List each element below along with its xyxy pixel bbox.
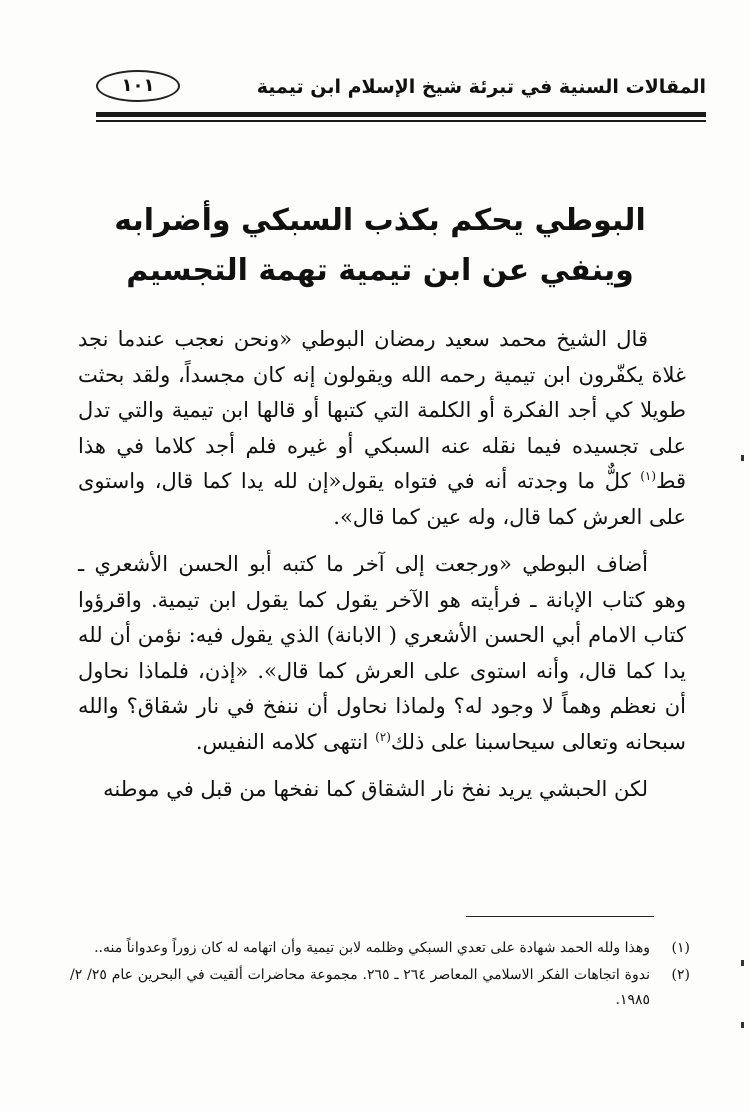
footnote-separator bbox=[466, 916, 654, 917]
footnote-2-number: (٢) bbox=[671, 967, 690, 983]
footnotes bbox=[70, 936, 690, 1015]
footnote-ref-1: (١) bbox=[640, 469, 657, 483]
paragraph-1 bbox=[78, 322, 686, 535]
paragraph-2 bbox=[78, 547, 686, 760]
footnote-2 bbox=[70, 963, 690, 1013]
footnote-1-text: وهذا ولله الحمد شهادة على تعدي السبكي وظلمه لابن تيمية وأن اتهامه له كان زوراً وعدواناً منه.. bbox=[94, 940, 650, 956]
scan-edge-mark bbox=[741, 960, 744, 966]
paragraph-2-part-b: انتهى كلامه النفيس. bbox=[195, 729, 376, 754]
scan-edge-mark bbox=[741, 1022, 744, 1028]
page-number: ١٠١ bbox=[96, 70, 180, 102]
scan-edge-mark bbox=[741, 455, 744, 461]
section-heading bbox=[80, 196, 680, 296]
body-text bbox=[78, 322, 686, 808]
header-rule-thin bbox=[96, 120, 706, 122]
paragraph-2-part-a: أضاف البوطي «ورجعت إلى آخر ما كتبه أبو الحسن الأشعري ـ وهو كتاب الإبانة ـ فرأيته هو الآخر يقول كما يقول ابن تيمية. واقرؤوا كتاب الامام أبي الحسن الأشعري ( الابانة) الذي يقول فيه: نؤمن أن لله يدا كما قال، وأنه استوى على العرش كما قال». «إذن، فلماذا نحاول أن نعظم وهماً لا وجود له؟ ولماذا نحاول أن ننفخ في نار شقاق؟ والله سبحانه وتعالى سيحاسبنا على ذلك bbox=[78, 552, 686, 754]
heading-line-1: البوطي يحكم بكذب السبكي وأضرابه bbox=[114, 203, 646, 238]
running-title: المقالات السنية في تبرئة شيخ الإسلام ابن تيمية bbox=[256, 76, 706, 98]
header-rule-thick bbox=[96, 112, 706, 117]
heading-line-2: وينفي عن ابن تيمية تهمة التجسيم bbox=[126, 253, 634, 288]
footnote-2-text: ندوة اتجاهات الفكر الاسلامي المعاصر ٢٦٤ ـ ٢٦٥. مجموعة محاضرات ألقيت في البحرين عام ٢٥/ ٢/ ١٩٨٥. bbox=[70, 967, 650, 1008]
footnote-1 bbox=[70, 936, 690, 961]
paragraph-3: لكن الحبشي يريد نفخ نار الشقاق كما نفخها من قبل في موطنه bbox=[103, 777, 648, 801]
page-header bbox=[96, 68, 706, 110]
paragraph-1-part-b: كلٌّ ما وجدته أنه في فتواه يقول«إن لله يدا كما قال، واستوى على العرش كما قال، وله عين كما قال». bbox=[78, 469, 686, 529]
paragraph-1-part-a: قال الشيخ محمد سعيد رمضان البوطي «ونحن نعجب عندما نجد غلاة يكفّرون ابن تيمية رحمه الله ويقولون إنه كان مجسداً، ولقد بحثت طويلا كي أجد الفكرة أو الكلمة التي كتبها أو قالها ابن تيمية والتي تدل على تجسيده فيما نقله عنه السبكي أو غيره فلم أجد كلاما في هذا قط bbox=[78, 327, 687, 493]
footnote-ref-2: (٢) bbox=[375, 729, 391, 744]
footnote-1-number: (١) bbox=[671, 940, 690, 956]
